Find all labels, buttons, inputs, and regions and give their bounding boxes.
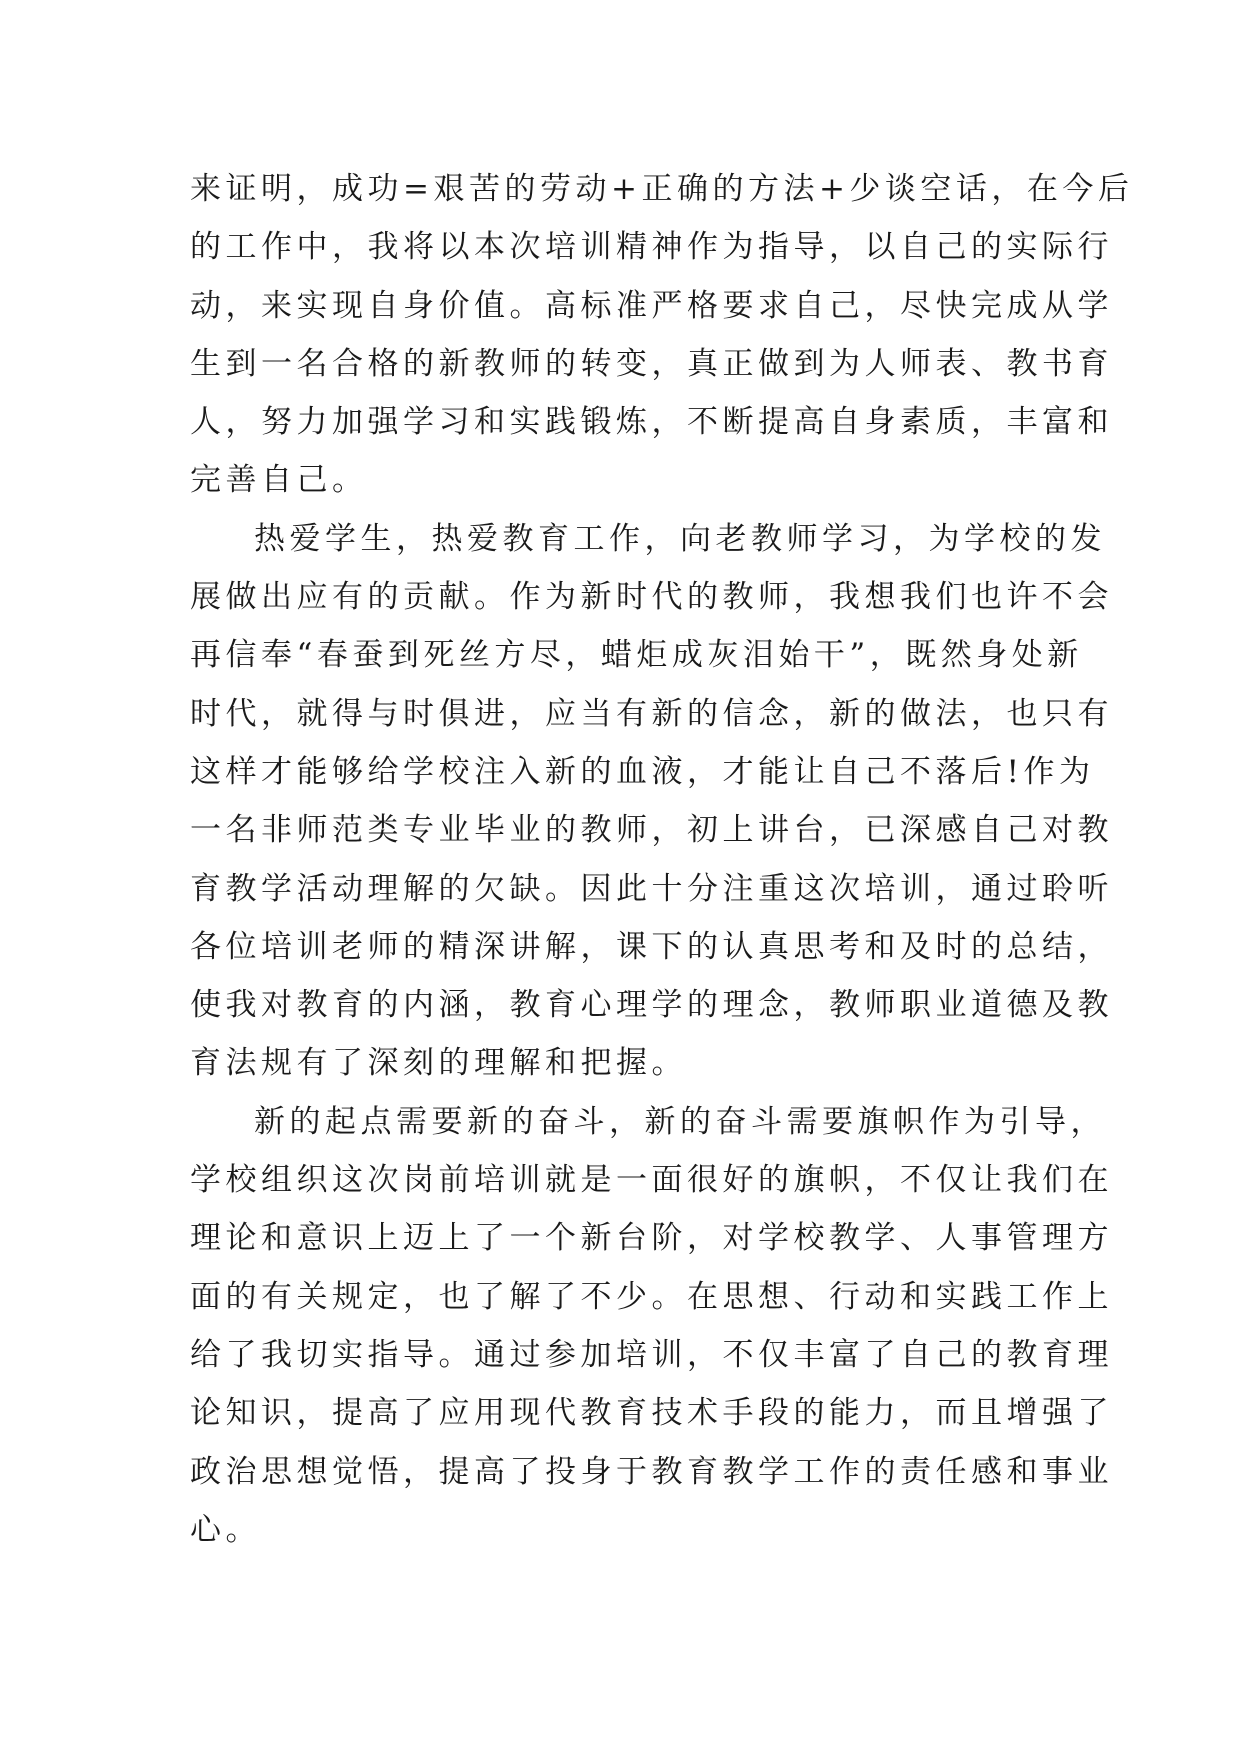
text-line: 论知识，提高了应用现代教育技术手段的能力，而且增强了 <box>190 1395 1113 1432</box>
text-line: 使我对教育的内涵，教育心理学的理念，教师职业道德及教 <box>190 987 1113 1024</box>
text-line: 给了我切实指导。通过参加培训，不仅丰富了自己的教育理 <box>190 1336 1113 1373</box>
text-line: 学校组织这次岗前培训就是一面很好的旗帜，不仅让我们在 <box>190 1162 1113 1199</box>
text-line: 时代，就得与时俱进，应当有新的信念，新的做法，也只有 <box>190 695 1113 732</box>
text-line: 一名非师范类专业毕业的教师，初上讲台，已深感自己对教 <box>190 812 1113 849</box>
text-line: 来证明，成功=艰苦的劳动+正确的方法+少谈空话，在今后 <box>190 171 1134 207</box>
text-line: 育教学活动理解的欠缺。因此十分注重这次培训，通过聆听 <box>190 870 1113 907</box>
text-line: 完善自己。 <box>190 462 368 499</box>
body-text <box>190 160 1134 1559</box>
paragraph-start-line: 热爱学生，热爱教育工作，向老教师学习，为学校的发 <box>254 520 1106 557</box>
text-line: 育法规有了深刻的理解和把握。 <box>190 1045 687 1082</box>
text-line: 的工作中，我将以本次培训精神作为指导，以自己的实际行 <box>190 229 1113 266</box>
text-line: 心。 <box>190 1511 261 1548</box>
text-line: 各位培训老师的精深讲解，课下的认真思考和及时的总结， <box>190 928 1113 965</box>
text-line: 动，来实现自身价值。高标准严格要求自己，尽快完成从学 <box>190 287 1113 324</box>
paragraph-start-line: 新的起点需要新的奋斗，新的奋斗需要旗帜作为引导， <box>254 1103 1106 1140</box>
text-line: 展做出应有的贡献。作为新时代的教师，我想我们也许不会 <box>190 579 1113 616</box>
text-line: 生到一名合格的新教师的转变，真正做到为人师表、教书育 <box>190 345 1113 382</box>
text-line: 这样才能够给学校注入新的血液，才能让自己不落后!作为 <box>190 753 1095 790</box>
text-line: 面的有关规定，也了解了不少。在思想、行动和实践工作上 <box>190 1278 1113 1315</box>
text-line: 政治思想觉悟，提高了投身于教育教学工作的责任感和事业 <box>190 1453 1113 1490</box>
text-line: 理论和意识上迈上了一个新台阶，对学校教学、人事管理方 <box>190 1220 1113 1257</box>
text-line: 再信奉“春蚕到死丝方尽，蜡炬成灰泪始干”，既然身处新 <box>190 637 1083 674</box>
text-line: 人，努力加强学习和实践锻炼，不断提高自身素质，丰富和 <box>190 404 1113 441</box>
